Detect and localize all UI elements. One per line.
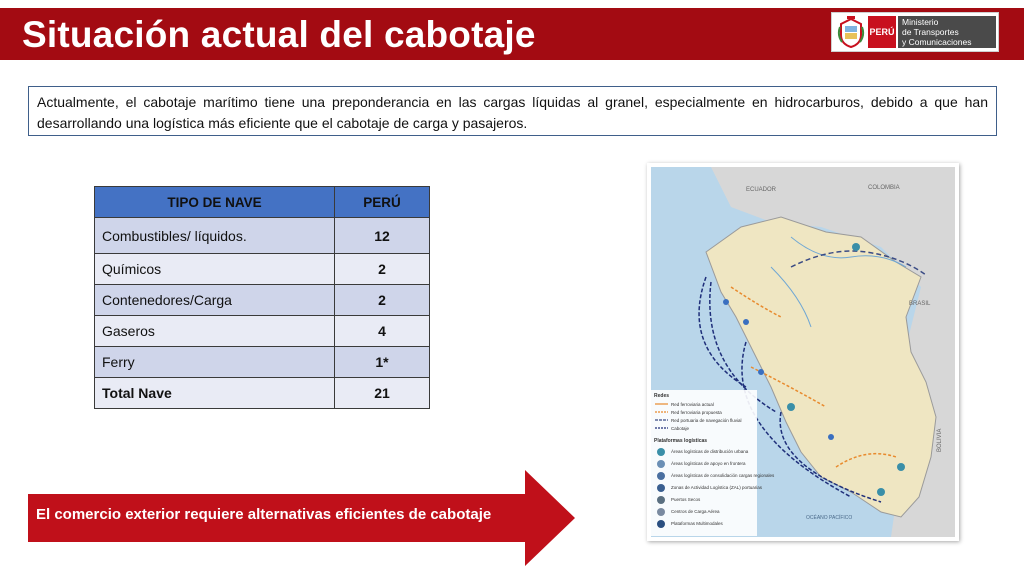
legend-item: Cabotaje bbox=[671, 426, 690, 431]
legend-item: Áreas logísticas de consolidación cargas regionales bbox=[671, 473, 775, 478]
row-value: 2 bbox=[335, 285, 430, 316]
row-label: Gaseros bbox=[95, 316, 335, 347]
row-value: 12 bbox=[335, 218, 430, 254]
table-row bbox=[95, 347, 430, 378]
peru-mark: PERÚ bbox=[868, 16, 896, 48]
legend-title-plataformas: Plataformas logísticas bbox=[654, 438, 708, 444]
column-header-peru: PERÚ bbox=[335, 187, 430, 218]
map-label-brasil: BRASIL bbox=[909, 301, 931, 307]
table-row bbox=[95, 218, 430, 254]
table-total-row bbox=[95, 378, 430, 409]
legend-item: Zonas de Actividad Logística (ZAL) portuarias bbox=[671, 485, 763, 490]
legend-item: Puertos Secos bbox=[671, 497, 701, 502]
map-label-colombia: COLOMBIA bbox=[868, 185, 900, 191]
intro-text-box: Actualmente, el cabotaje marítimo tiene una preponderancia en las cargas líquidas al granel, especialmente en hidrocarburos, debido a que han desarrollando una logística más eficiente que el cabotaje de carga y pasajeros. bbox=[28, 86, 997, 136]
legend-item: Áreas logísticas de distribución urbana bbox=[671, 449, 749, 454]
callout-text: El comercio exterior requiere alternativas eficientes de cabotaje bbox=[36, 506, 492, 523]
legend-title-redes: Redes bbox=[654, 393, 670, 399]
legend-item: Plataformas Multimodales bbox=[671, 521, 723, 526]
row-label: Químicos bbox=[95, 254, 335, 285]
ministry-logo bbox=[831, 12, 999, 52]
ministry-line: y Comunicaciones bbox=[902, 37, 972, 47]
table-row bbox=[95, 254, 430, 285]
peru-logistics-map bbox=[647, 163, 959, 541]
legend-symbols bbox=[654, 400, 669, 530]
ministry-name bbox=[898, 16, 996, 48]
map-label-ecuador: ECUADOR bbox=[746, 187, 777, 193]
map-label-bolivia: BOLIVIA bbox=[937, 428, 943, 452]
legend-item: Red portuaria de navegación fluvial bbox=[671, 418, 742, 423]
page-title: Situación actual del cabotaje bbox=[22, 14, 536, 55]
coat-of-arms-icon bbox=[836, 15, 866, 49]
column-header-tipo: TIPO DE NAVE bbox=[95, 187, 335, 218]
map-legend bbox=[651, 390, 775, 536]
table-row bbox=[95, 316, 430, 347]
ministry-line: Ministerio bbox=[902, 17, 939, 27]
row-label: Total Nave bbox=[95, 378, 335, 409]
table-row bbox=[95, 285, 430, 316]
map-label-ocean: OCÉANO PACÍFICO bbox=[806, 515, 853, 521]
row-value: 21 bbox=[335, 378, 430, 409]
legend-item: Centros de Carga Aérea bbox=[671, 509, 720, 514]
table-header-row bbox=[95, 187, 430, 218]
legend-item: Red ferroviaria actual bbox=[671, 402, 714, 407]
legend-item: Red ferroviaria propuesta bbox=[671, 410, 722, 415]
ship-type-table bbox=[94, 186, 430, 409]
row-value: 1* bbox=[335, 347, 430, 378]
row-label: Contenedores/Carga bbox=[95, 285, 335, 316]
row-value: 2 bbox=[335, 254, 430, 285]
row-label: Ferry bbox=[95, 347, 335, 378]
row-value: 4 bbox=[335, 316, 430, 347]
row-label: Combustibles/ líquidos. bbox=[95, 218, 335, 254]
legend-item: Áreas logísticas de apoyo en frontera bbox=[671, 461, 746, 466]
ministry-line: de Transportes bbox=[902, 27, 959, 37]
